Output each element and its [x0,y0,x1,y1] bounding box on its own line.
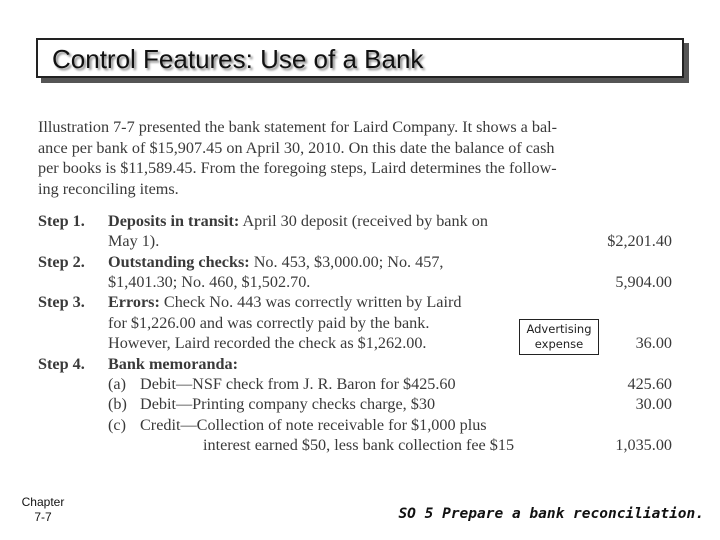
step3-line3: However, Laird recorded the check as $1,262.00. [108,334,427,352]
step4-label: Step 4. [38,355,85,373]
step2-amount: 5,904.00 [615,273,672,291]
step3-line2: for $1,226.00 and was correctly paid by the bank. [108,314,430,332]
step1-heading: Deposits in transit: [108,212,240,230]
step4-a-marker: (a) [108,375,126,393]
step3-line1 [108,292,461,312]
step1-line1 [108,211,488,231]
step2-heading: Outstanding checks: [108,253,250,271]
step4-b-amount: 30.00 [635,395,672,413]
step3-text: Check No. 443 was correctly written by Laird [163,293,462,311]
step1-label: Step 1. [38,212,85,230]
step4-b-text: Debit—Printing company checks charge, $30 [140,395,436,413]
intro-line: ing reconciling items. [38,179,179,198]
title-box [36,38,684,78]
step1-text: April 30 deposit (received by bank on [242,212,488,230]
step3-heading: Errors: [108,293,160,311]
step4-b-marker: (b) [108,395,127,413]
study-objective: SO 5 Prepare a bank reconciliation. [398,506,704,522]
step4-c-text1: Credit—Collection of note receivable for $1,000 plus [140,416,487,434]
chapter-label [10,495,76,525]
intro-line: per books is $11,589.45. From the foregoing steps, Laird determines the follow- [38,159,557,177]
step4-a-text: Debit—NSF check from J. R. Baron for $425.60 [140,375,456,393]
step1-amount: $2,201.40 [607,232,672,250]
advertising-expense-callout [519,319,599,355]
callout-line: expense [534,337,584,351]
step2-line2: $1,401.30; No. 460, $1,502.70. [108,273,311,291]
step3-label: Step 3. [38,293,85,311]
step4-c-amount: 1,035.00 [615,436,672,454]
step4-c-marker: (c) [108,416,126,434]
step2-text: No. 453, $3,000.00; No. 457, [253,253,444,271]
step2-line1 [108,252,443,272]
intro-line: Illustration 7-7 presented the bank statement for Laird Company. It shows a bal- [38,118,558,136]
step2-label: Step 2. [38,253,85,271]
step3-amount: 36.00 [635,334,672,352]
step4-a-amount: 425.60 [627,375,672,393]
slide-title: Control Features: Use of a Bank [52,44,424,74]
chapter-number: 7-7 [34,510,52,524]
callout-line: Advertising [526,322,592,336]
intro-paragraph [38,117,678,199]
step1-line2: May 1). [108,232,160,250]
chapter-word: Chapter [21,495,65,509]
step4-heading: Bank memoranda: [108,355,238,373]
step4-c-text2: interest earned $50, less bank collection fee $15 [203,436,515,454]
intro-line: ance per bank of $15,907.45 on April 30, 2010. On this date the balance of cash [38,138,555,157]
